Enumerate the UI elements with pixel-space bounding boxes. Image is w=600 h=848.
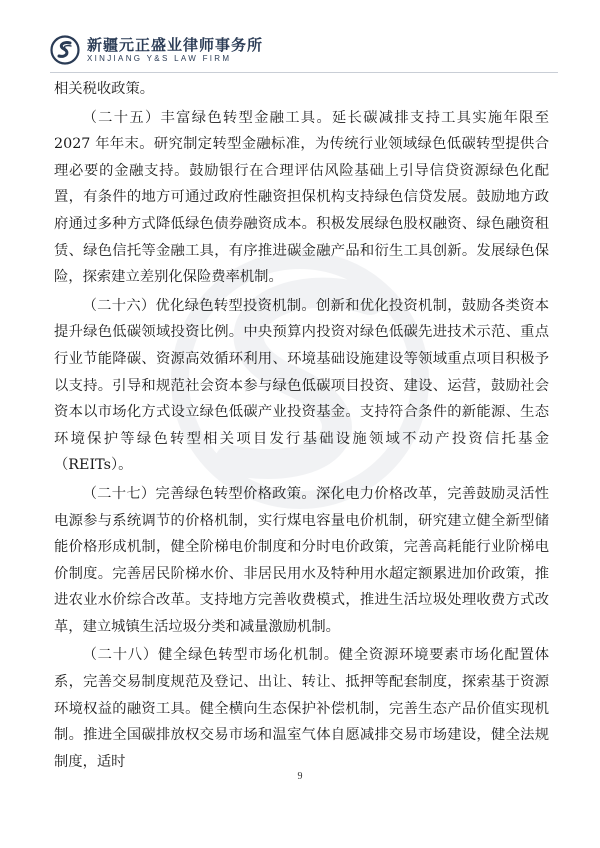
page-number: 9 <box>297 771 303 782</box>
firm-name-block <box>87 36 263 64</box>
paragraph-continuation: 相关税收政策。 <box>54 81 155 97</box>
paragraph-25: （二十五）丰富绿色转型金融工具。延长碳减排支持工具实施年限至 2027 年年末。研究制定转型金融标准，为传统行业领域绿色低碳转型提供合理必要的金融支持。鼓励银行在合理评估风险基础上引导信贷资源绿色化配置，有条件的地方可通过政府性融资担保机构支持绿色信贷发展。鼓励地方政府通过多种方式降低绿色债券融资成本。积极发展绿色股权融资、绿色融资租赁、绿色信托等金融工具，有序推进碳金融产品和衍生工具创新。发展绿色保险，探索建立差别化保险费率机制。 <box>54 109 549 286</box>
paragraph-26: （二十六）优化绿色转型投资机制。创新和优化投资机制，鼓励各类资本提升绿色低碳领域投资比例。中央预算内投资对绿色低碳先进技术示范、重点行业节能降碳、资源高效循环利用、环境基础设施建设等领域重点项目积极予以支持。引导和规范社会资本参与绿色低碳项目投资、建设、运营，鼓励社会资本以市场化方式设立绿色低碳产业投资基金。支持符合条件的新能源、生态环境保护等绿色转型相关项目发行基础设施领域不动产投资信托基金（REITs）。 <box>54 297 549 474</box>
paragraph-28: （二十八）健全绿色转型市场化机制。健全资源环境要素市场化配置体系，完善交易制度规范及登记、出让、转让、抵押等配套制度，探索基于资源环境权益的融资工具。健全横向生态保护补偿机制，完善生态产品价值实现机制。推进全国碳排放权交易市场和温室气体自愿减排交易市场建设，健全法规制度，适时 <box>54 647 549 770</box>
firm-name-english: XINJIANG Y&S LAW FIRM <box>87 54 232 63</box>
page-header <box>50 30 560 70</box>
paragraph-27: （二十七）完善绿色转型价格政策。深化电力价格改革，完善鼓励灵活性电源参与系统调节的价格机制，实行煤电容量电价机制，研究建立健全新型储能价格形成机制，健全阶梯电价制度和分时电价政策，完善高耗能行业阶梯电价制度。完善居民阶梯水价、非居民用水及特种用水超定额累进加价政策，推进农业水价综合改革。支持地方完善收费模式，推进生活垃圾处理收费方式改革，建立城镇生活垃圾分类和减量激励机制。 <box>54 485 549 635</box>
document-body <box>54 76 549 777</box>
header-divider <box>50 72 558 73</box>
firm-name-chinese: 新疆元正盛业律师事务所 <box>87 36 264 54</box>
firm-logo-icon <box>50 35 80 65</box>
